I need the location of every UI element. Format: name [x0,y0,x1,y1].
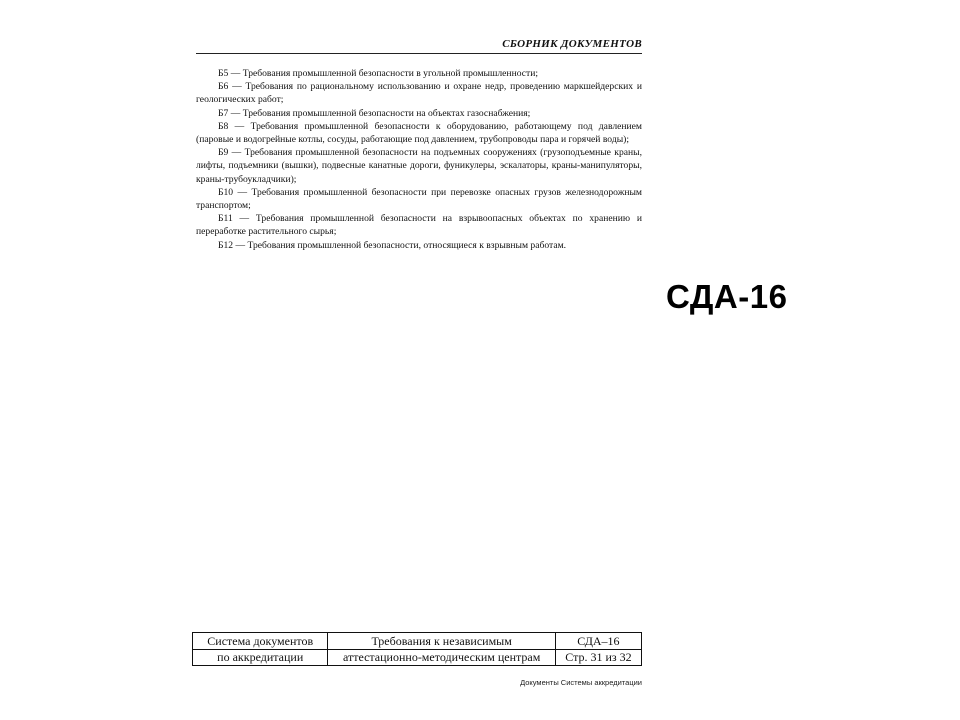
paragraph-b10: Б10 — Требования промышленной безопасности при перевозке опасных грузов железнодорожным транспортом; [196,186,642,212]
footer-page-number: Стр. 31 из 32 [555,649,641,666]
footer-table [192,632,642,666]
paragraph-b6: Б6 — Требования по рациональному использованию и охране недр, проведению маркшейдерских и геологических работ; [196,81,642,106]
slide-label: СДА-16 [666,278,788,315]
document-header [196,38,642,58]
paragraph-b8: Б8 — Требования промышленной безопасности к оборудованию, работающему под давлением (паровые и водогрейные котлы, сосуды, работающие под давлением, трубопроводы пара и горячей воды); [196,120,642,146]
paragraph-b9: Б9 — Требования промышленной безопасности на подъемных сооружениях (грузоподъемные краны, лифты, подъемники (вышки), подвесные канатные дороги, фуникулеры, эскалаторы, краны-манипуляторы, краны-трубоукладчики); [196,147,642,185]
footer-system-name-cont: по аккредитации [193,649,328,666]
paragraph-b12: Б12 — Требования промышленной безопасности, относящиеся к взрывным работам. [218,239,567,251]
footer-caption: Документы Системы аккредитации [520,678,642,687]
footer-row-2 [193,649,642,666]
footer-row-1 [193,633,642,650]
footer-system-name: Система документов [193,633,328,650]
paragraph-b7: Б7 — Требования промышленной безопасности на объектах газоснабжения; [218,107,531,119]
paragraph-b11: Б11 — Требования промышленной безопасности на взрывоопасных объектах по хранению и переработке растительного сырья; [196,213,642,238]
footer-document-code: СДА–16 [555,633,641,650]
header-title: СБОРНИК ДОКУМЕНТОВ [496,38,642,50]
footer-document-title: Требования к независимым [328,633,555,650]
header-rule [196,53,642,54]
paragraph-b5: Б5 — Требования промышленной безопасности в угольной промышленности; [218,68,538,79]
document-body [196,67,642,252]
footer-document-title-cont: аттестационно-методическим центрам [328,649,555,666]
